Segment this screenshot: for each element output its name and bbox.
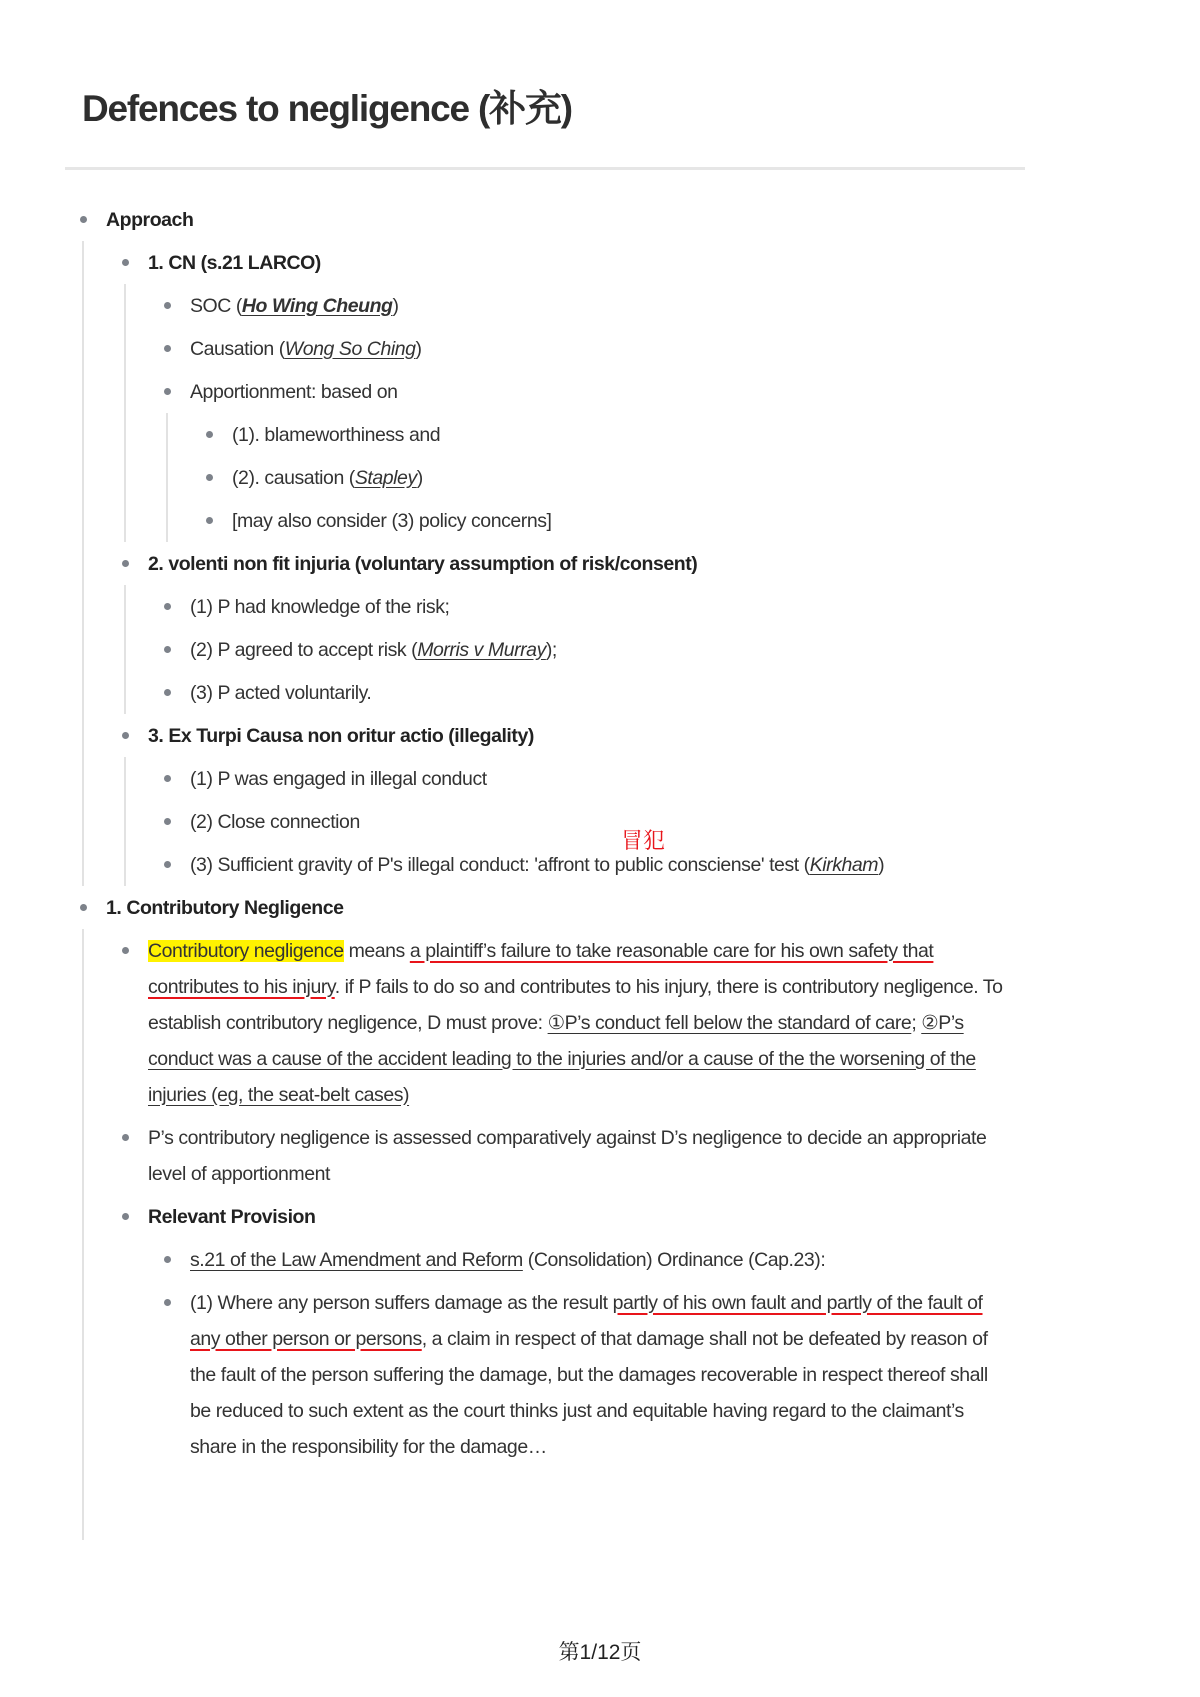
bullet-icon bbox=[206, 517, 213, 524]
list-item-illegality bbox=[122, 714, 1030, 886]
case-link-morris-v-murray[interactable]: Morris v Murray bbox=[417, 638, 546, 661]
list-item-comparative bbox=[122, 1116, 1030, 1195]
page-number: 第1/12页 bbox=[558, 1641, 642, 1664]
text: (2) Close connection bbox=[190, 810, 360, 833]
approach-children bbox=[82, 241, 1030, 886]
bullet-icon bbox=[164, 861, 171, 868]
text: (3) Sufficient gravity of P's illegal conduct: 'affront to public consciense' test ( bbox=[190, 853, 810, 876]
red-underlined-definition: a plaintiff’s failure to take reasonable care for his own safety that contributes to his injury bbox=[148, 939, 934, 998]
handwritten-annotation: 冒犯 bbox=[621, 828, 666, 853]
list-item bbox=[164, 757, 1030, 800]
heading-cn: 1. CN (s.21 LARCO) bbox=[148, 251, 321, 274]
list-item-definition bbox=[122, 929, 1030, 1116]
text: (3) P acted voluntarily. bbox=[190, 681, 372, 704]
bullet-icon bbox=[122, 259, 129, 266]
apportionment-children bbox=[166, 413, 1030, 542]
case-link-kirkham[interactable]: Kirkham bbox=[809, 853, 879, 876]
bullet-icon bbox=[122, 1213, 129, 1220]
text: P’s contributory negligence is assessed comparatively against D’s negligence to decide an appropriate level of apportionment bbox=[148, 1126, 987, 1185]
list-item bbox=[164, 1281, 1030, 1468]
outline bbox=[80, 198, 1030, 1540]
list-item-contributory-negligence bbox=[80, 886, 1030, 1540]
underlined-element-2: ②P’s conduct was a cause of the accident leading to the injuries and/or a cause of the the worsening of the injuries (eg, the seat-belt cases) bbox=[148, 1011, 976, 1106]
bullet-icon bbox=[164, 388, 171, 395]
bullet-icon bbox=[80, 904, 87, 911]
heading-relevant-provision: Relevant Provision bbox=[148, 1205, 316, 1228]
bullet-icon bbox=[164, 603, 171, 610]
heading-volenti: 2. volenti non fit injuria (voluntary assumption of risk/consent) bbox=[148, 552, 698, 575]
list-item bbox=[164, 628, 1030, 671]
page-title: Defences to negligence (补充) bbox=[82, 88, 572, 129]
bullet-icon bbox=[164, 818, 171, 825]
statute-link[interactable]: s.21 of the Law Amendment and Reform bbox=[190, 1248, 523, 1271]
bullet-icon bbox=[164, 646, 171, 653]
highlighted-term: Contributory negligence bbox=[148, 939, 344, 962]
list-item bbox=[164, 1238, 1030, 1281]
bullet-icon bbox=[122, 732, 129, 739]
text: means bbox=[343, 939, 410, 962]
bullet-icon bbox=[122, 1134, 129, 1141]
document-body bbox=[80, 198, 1030, 1540]
list-item-apportionment bbox=[164, 370, 1030, 542]
text: Causation ( bbox=[190, 337, 285, 360]
case-link-ho-wing-cheung[interactable]: Ho Wing Cheung bbox=[241, 294, 393, 317]
list-item-cn bbox=[122, 241, 1030, 542]
text: (1) P had knowledge of the risk; bbox=[190, 595, 450, 618]
list-item bbox=[206, 456, 1030, 499]
bullet-icon bbox=[206, 431, 213, 438]
list-item-approach bbox=[80, 198, 1030, 886]
text: ; bbox=[911, 1011, 922, 1034]
underlined-element-1: ①P’s conduct fell below the standard of care bbox=[547, 1011, 912, 1034]
text: . if P fails to do so and contributes to his injury, there is contributory negligence. To establish contributory negligence, D must prove: bbox=[148, 975, 1003, 1034]
bullet-icon bbox=[80, 216, 87, 223]
list-item bbox=[164, 585, 1030, 628]
bullet-icon bbox=[206, 474, 213, 481]
title-divider bbox=[65, 167, 1025, 170]
text: ); bbox=[545, 638, 557, 661]
list-item-soc bbox=[164, 284, 1030, 327]
contributory-children bbox=[82, 929, 1030, 1540]
bullet-icon bbox=[164, 345, 171, 352]
text: ) bbox=[416, 466, 423, 489]
red-underlined-text: partly of his own fault and partly of the fault of any other person or persons bbox=[190, 1291, 983, 1350]
bullet-icon bbox=[122, 560, 129, 567]
text: (1) Where any person suffers damage as the result bbox=[190, 1291, 613, 1314]
cn-children bbox=[124, 284, 1030, 542]
list-item-relevant-provision bbox=[122, 1195, 1030, 1468]
text: ) bbox=[415, 337, 422, 360]
text: (2). causation ( bbox=[232, 466, 355, 489]
text: Apportionment: based on bbox=[190, 380, 398, 403]
bullet-icon bbox=[164, 1299, 171, 1306]
illegality-children bbox=[124, 757, 1030, 886]
list-item bbox=[164, 843, 1030, 886]
bullet-icon bbox=[164, 1256, 171, 1263]
text: (2) P agreed to accept risk ( bbox=[190, 638, 418, 661]
text: ) bbox=[392, 294, 399, 317]
text: ) bbox=[878, 853, 885, 876]
text: (1). blameworthiness and bbox=[232, 423, 441, 446]
list-item bbox=[164, 671, 1030, 714]
list-item-causation bbox=[164, 327, 1030, 370]
text: (Consolidation) Ordinance (Cap.23): bbox=[522, 1248, 826, 1271]
list-item bbox=[206, 499, 1030, 542]
text: (1) P was engaged in illegal conduct bbox=[190, 767, 487, 790]
bullet-icon bbox=[164, 689, 171, 696]
volenti-children bbox=[124, 585, 1030, 714]
list-item bbox=[164, 800, 1030, 843]
provision-children bbox=[124, 1238, 1030, 1468]
case-link-wong-so-ching[interactable]: Wong So Ching bbox=[284, 337, 416, 360]
text: , a claim in respect of that damage shall not be defeated by reason of the fault of the person suffering the damage, but the damages recoverable in respect thereof shall be reduced to such extent as the court thinks just and equitable having regard to the claimant’s share in the responsibility for the damage… bbox=[190, 1327, 988, 1458]
list-item-volenti bbox=[122, 542, 1030, 714]
text: [may also consider (3) policy concerns] bbox=[232, 509, 552, 532]
list-item bbox=[206, 413, 1030, 456]
bullet-icon bbox=[164, 302, 171, 309]
bullet-icon bbox=[164, 775, 171, 782]
heading-illegality: 3. Ex Turpi Causa non oritur actio (illegality) bbox=[148, 724, 534, 747]
heading-approach: Approach bbox=[106, 208, 194, 231]
case-link-stapley[interactable]: Stapley bbox=[354, 466, 417, 489]
heading-contributory-negligence: 1. Contributory Negligence bbox=[106, 896, 344, 919]
text: SOC ( bbox=[190, 294, 242, 317]
bullet-icon bbox=[122, 947, 129, 954]
